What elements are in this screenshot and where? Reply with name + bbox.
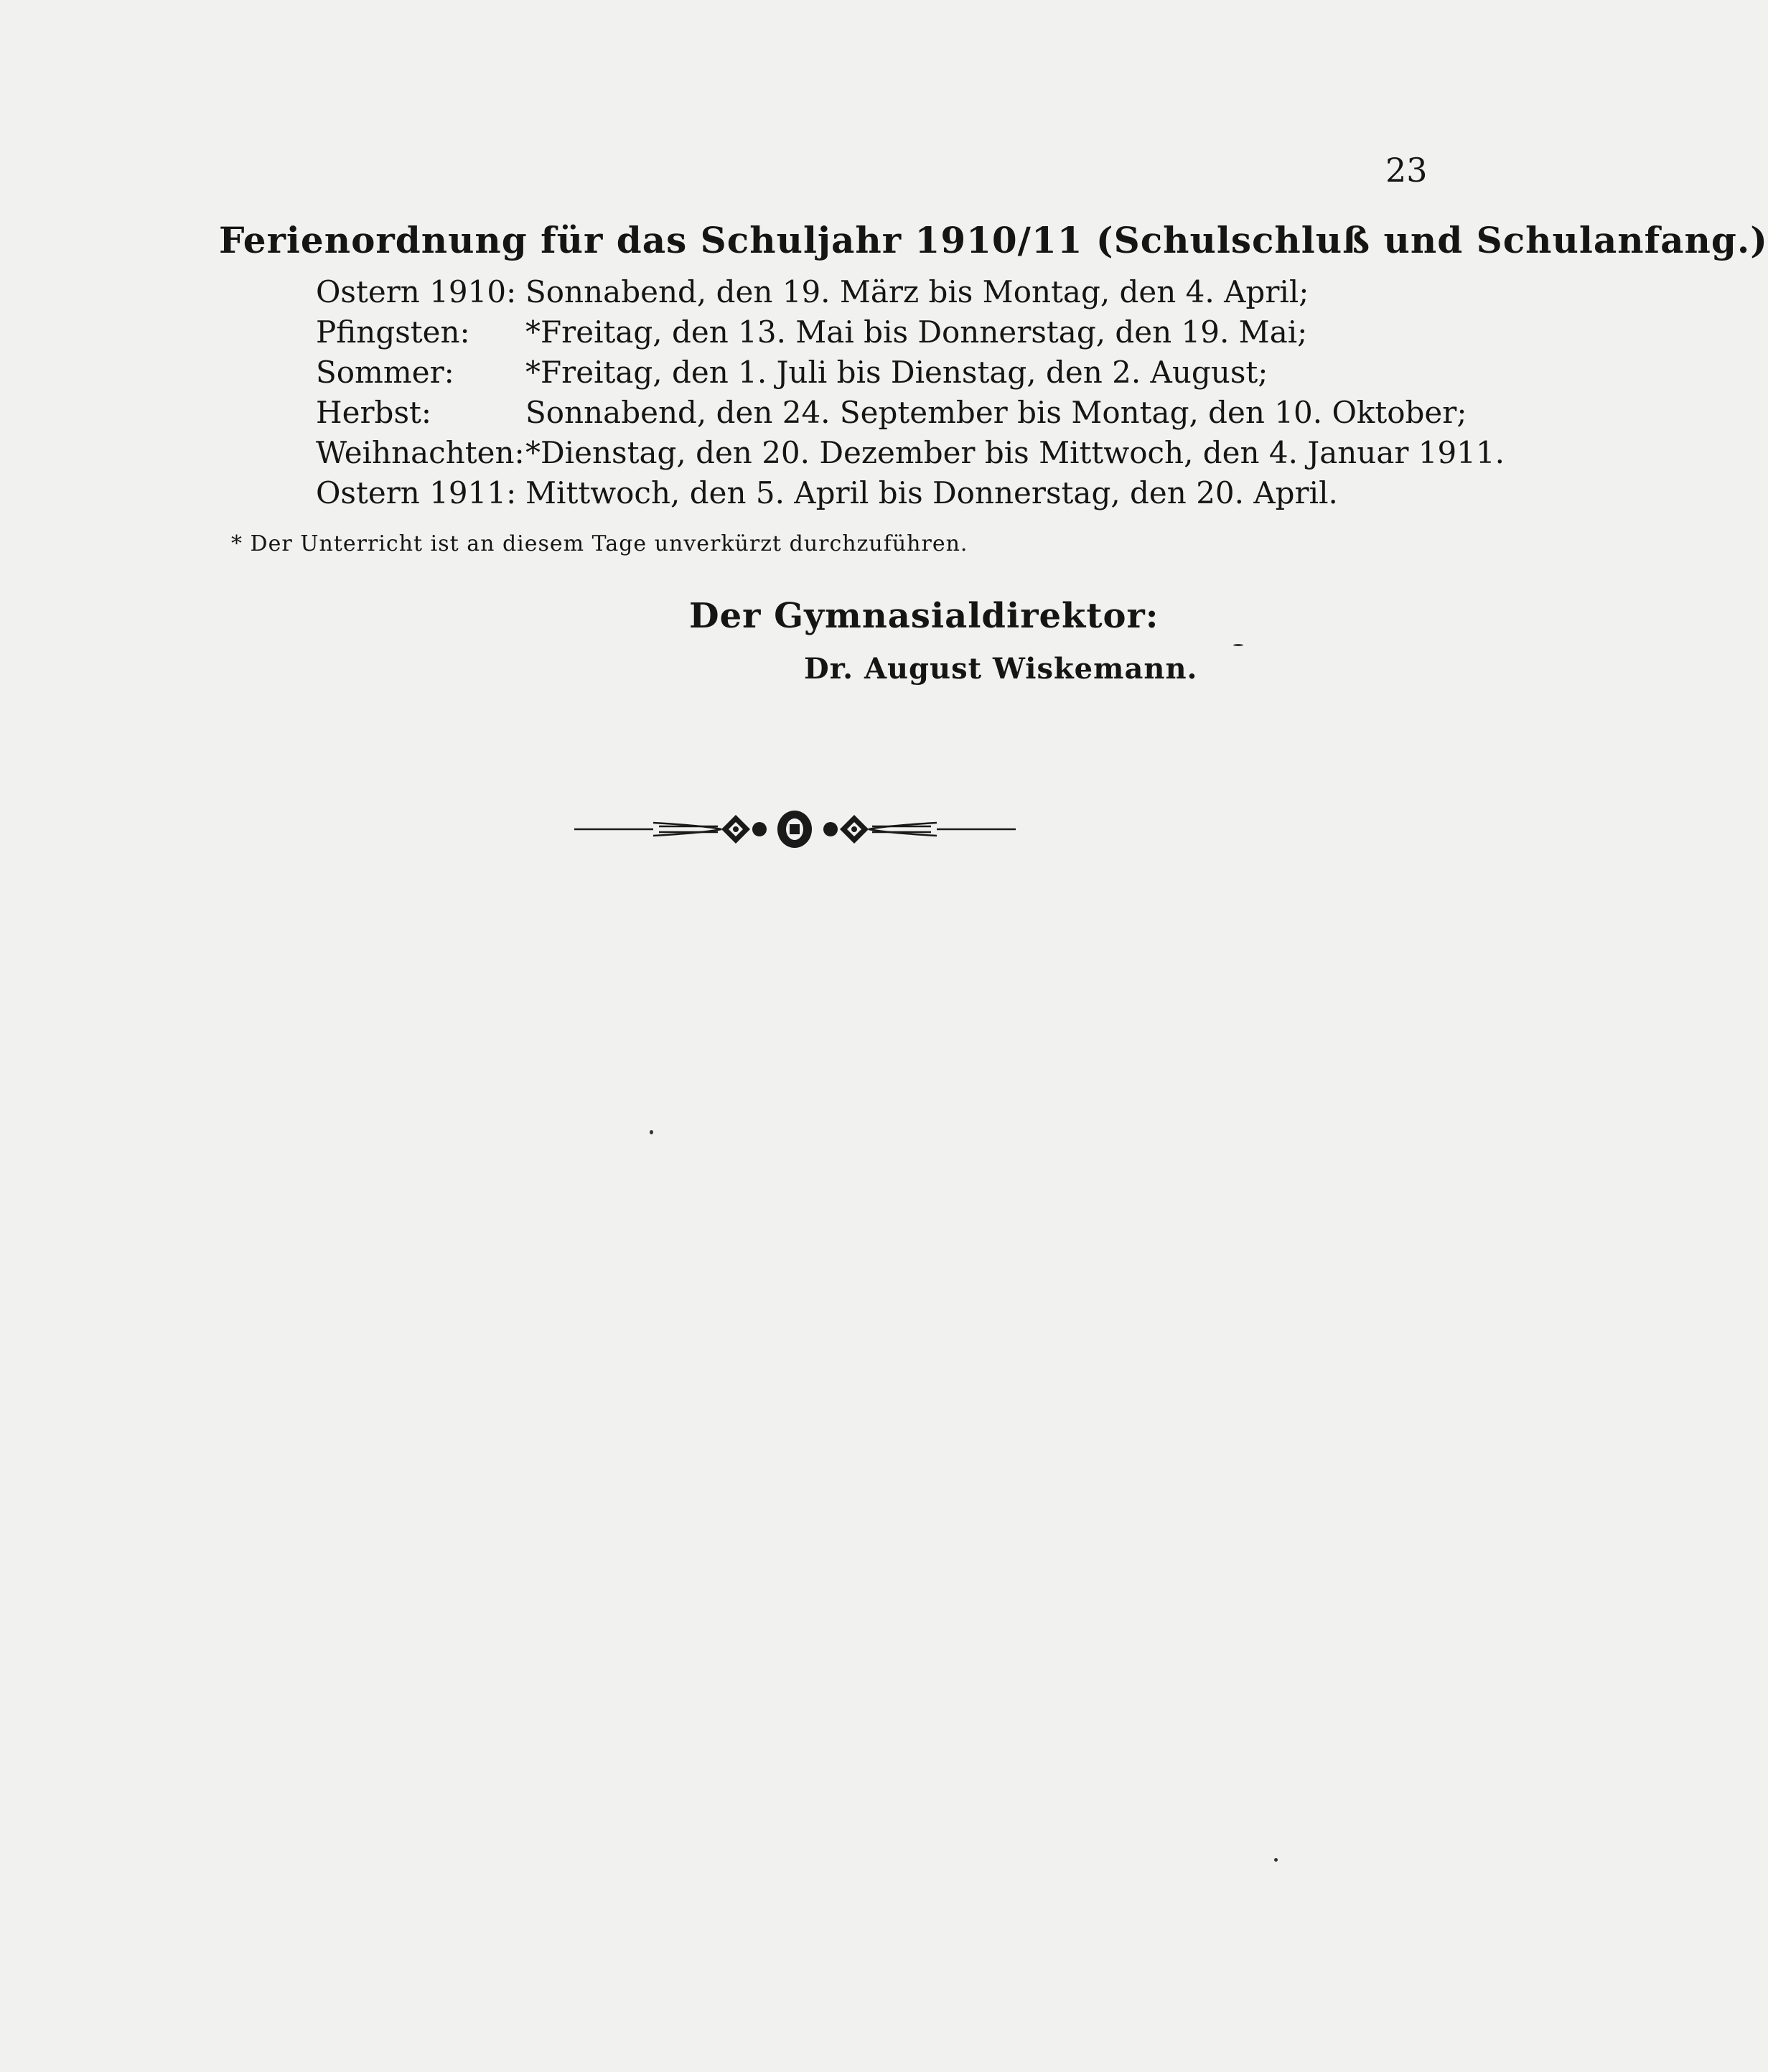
page-number: 23 (1385, 151, 1428, 190)
schedule-label: Weihnachten: (316, 435, 525, 470)
decorative-ornament-divider (574, 804, 1016, 854)
schedule-label: Pfingsten: (316, 314, 470, 350)
schedule-label: Sommer: (316, 355, 454, 390)
schedule-dates: Sonnabend, den 19. März bis Montag, den 4. April; (525, 274, 1309, 309)
paper-speck (1233, 644, 1243, 646)
schedule-label: Ostern 1911: (316, 475, 517, 510)
schedule-dates: Sonnabend, den 24. September bis Montag, den 10. Oktober; (525, 395, 1467, 430)
schedule-dates: *Dienstag, den 20. Dezember bis Mittwoch, den 4. Januar 1911. (525, 435, 1505, 470)
footnote: * Der Unterricht ist an diesem Tage unverkürzt durchzuführen. (231, 531, 968, 556)
schedule-dates: *Freitag, den 13. Mai bis Donnerstag, den 19. Mai; (525, 314, 1308, 350)
schedule-label: Herbst: (316, 395, 432, 430)
schedule-label: Ostern 1910: (316, 274, 517, 309)
page-title: Ferienordnung für das Schuljahr 1910/11 (Schulschluß und Schulanfang.) (219, 219, 1768, 261)
signature-name: Dr. August Wiskemann. (804, 652, 1198, 686)
paper-speck (1274, 1858, 1278, 1862)
paper-speck (650, 1130, 653, 1134)
schedule-dates: *Freitag, den 1. Juli bis Dienstag, den 2. August; (525, 355, 1268, 390)
signature-title: Der Gymnasialdirektor: (689, 596, 1159, 636)
schedule-dates: Mittwoch, den 5. April bis Donnerstag, den 20. April. (525, 475, 1338, 510)
